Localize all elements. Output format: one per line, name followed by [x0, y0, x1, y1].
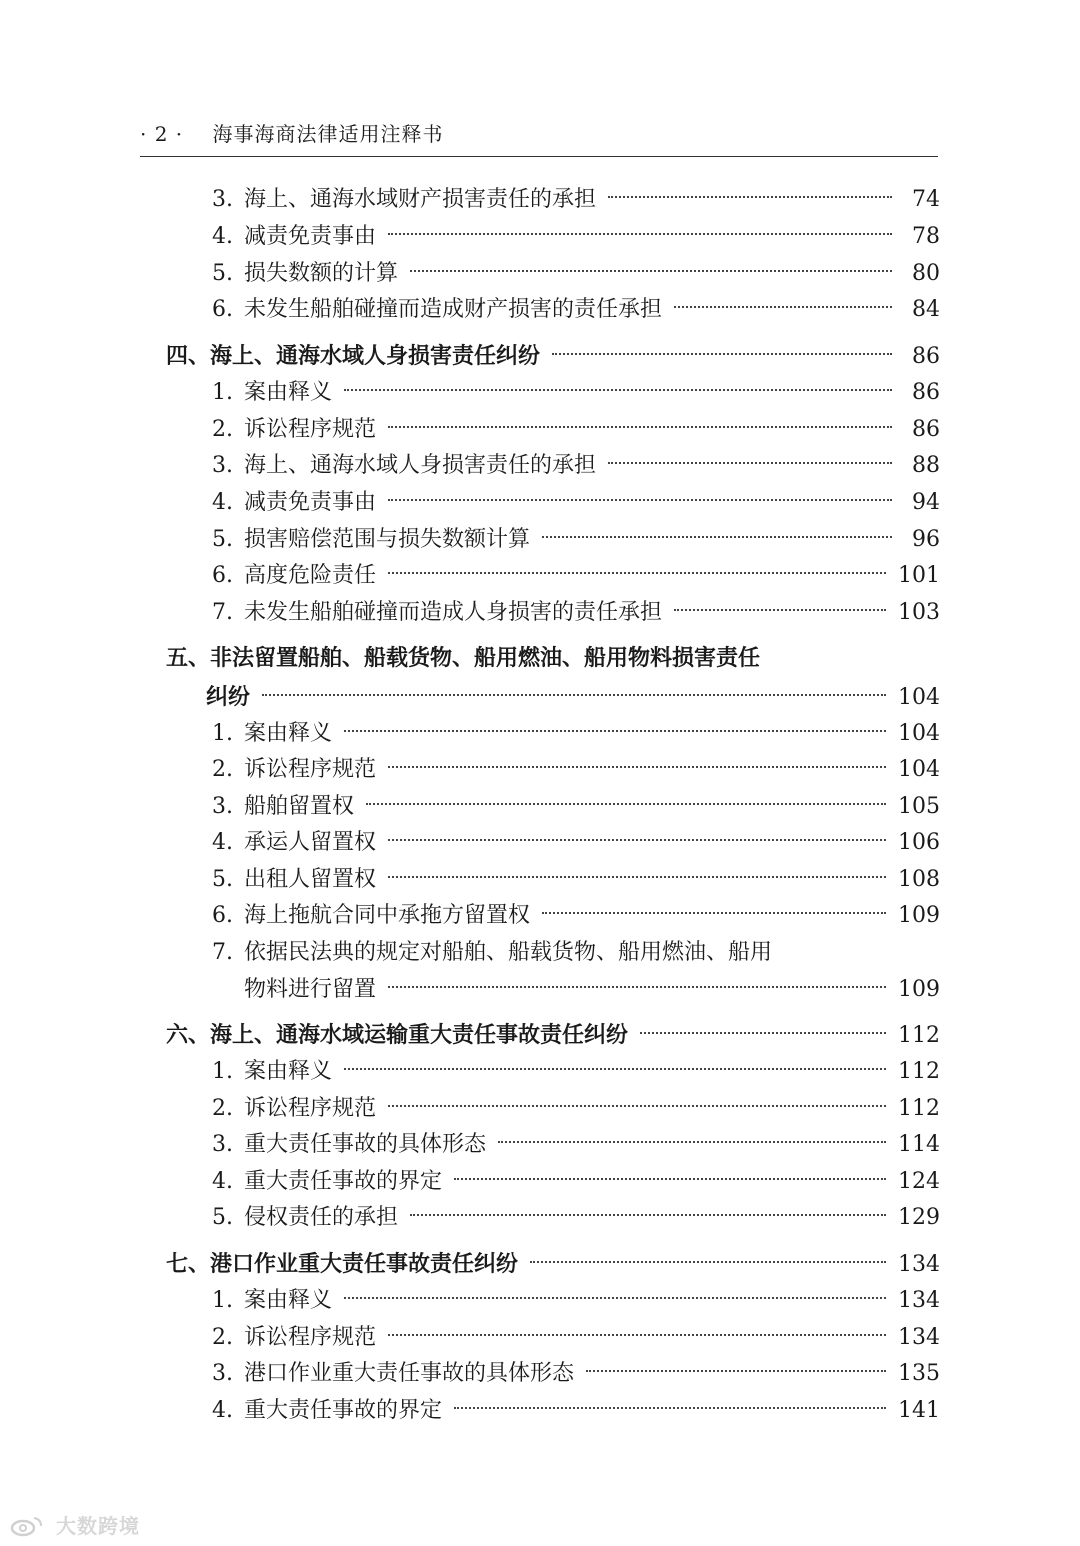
toc-entry[interactable]	[212, 1395, 940, 1427]
entry-page: 84	[912, 297, 940, 322]
dot-leader	[344, 730, 886, 732]
entry-title: 损失数额的计算	[244, 261, 399, 286]
toc-entry[interactable]	[212, 900, 940, 932]
entry-page: 114	[898, 1132, 940, 1157]
toc-entry[interactable]	[212, 414, 940, 446]
toc-entry[interactable]	[212, 937, 940, 969]
toc-entry[interactable]	[212, 258, 940, 290]
dot-leader	[586, 1370, 886, 1372]
entry-page: 109	[898, 977, 940, 1002]
dot-leader	[388, 876, 886, 878]
entry-page: 74	[912, 187, 940, 212]
entry-number: 3.	[212, 187, 233, 212]
entry-number: 4.	[212, 490, 233, 515]
entry-number: 3.	[212, 1361, 233, 1386]
entry-page: 109	[898, 903, 940, 928]
dot-leader	[388, 1334, 886, 1336]
entry-number: 4.	[212, 1398, 233, 1423]
dot-leader	[388, 986, 886, 988]
dot-leader	[344, 1068, 886, 1070]
dot-leader	[366, 803, 886, 805]
toc-entry[interactable]	[212, 864, 940, 896]
entry-number: 2.	[212, 417, 233, 442]
entry-title: 诉讼程序规范	[244, 417, 377, 442]
dot-leader	[388, 499, 892, 501]
entry-number: 6.	[212, 563, 233, 588]
dot-leader	[542, 536, 892, 538]
entry-title: 案由释义	[244, 1059, 333, 1084]
entry-title: 未发生船舶碰撞而造成财产损害的责任承担	[244, 297, 663, 322]
dot-leader	[552, 353, 892, 355]
dot-leader	[388, 839, 886, 841]
entry-title-line2: 物料进行留置	[244, 977, 377, 1002]
entry-page: 112	[898, 1059, 940, 1084]
entry-page: 134	[898, 1325, 940, 1350]
entry-number: 2.	[212, 1325, 233, 1350]
dot-leader	[388, 233, 892, 235]
entry-page: 108	[898, 867, 940, 892]
entry-page: 106	[898, 830, 940, 855]
entry-page: 86	[912, 380, 940, 405]
entry-title: 诉讼程序规范	[244, 1325, 377, 1350]
header-rule	[140, 156, 938, 157]
toc-entry[interactable]	[212, 1129, 940, 1161]
entry-title: 损害赔偿范围与损失数额计算	[244, 527, 531, 552]
toc-entry[interactable]	[212, 524, 940, 556]
entry-number: 3.	[212, 453, 233, 478]
toc-entry[interactable]	[212, 597, 940, 629]
entry-page: 96	[912, 527, 940, 552]
entry-title: 侵权责任的承担	[244, 1205, 399, 1230]
entry-page: 101	[898, 563, 940, 588]
section-page: 86	[912, 344, 940, 369]
entry-title: 高度危险责任	[244, 563, 377, 588]
dot-leader	[454, 1178, 886, 1180]
entry-title: 未发生船舶碰撞而造成人身损害的责任承担	[244, 600, 663, 625]
dot-leader	[498, 1141, 886, 1143]
dot-leader	[344, 389, 892, 391]
section-title-line2: 纠纷	[206, 684, 251, 710]
section-title: 五、非法留置船舶、船载货物、船用燃油、船用物料损害责任	[166, 645, 761, 671]
entry-number: 5.	[212, 527, 233, 552]
entry-title: 重大责任事故的界定	[244, 1169, 443, 1194]
entry-page: 134	[898, 1288, 940, 1313]
entry-title: 案由释义	[244, 721, 333, 746]
toc-entry[interactable]	[212, 560, 940, 592]
entry-page: 135	[898, 1361, 940, 1386]
entry-page: 129	[898, 1205, 940, 1230]
entry-page: 78	[912, 224, 940, 249]
dot-leader	[640, 1032, 886, 1034]
toc-entry[interactable]	[212, 1322, 940, 1354]
entry-title: 减责免责事由	[244, 490, 377, 515]
entry-number: 4.	[212, 830, 233, 855]
dot-leader	[388, 1105, 886, 1107]
entry-number: 5.	[212, 1205, 233, 1230]
toc-section[interactable]	[166, 340, 940, 372]
dot-leader	[388, 426, 892, 428]
toc-section[interactable]	[166, 1248, 940, 1280]
entry-page: 103	[898, 600, 940, 625]
toc-entry[interactable]	[212, 450, 940, 482]
dot-leader	[344, 1297, 886, 1299]
entry-number: 7.	[212, 940, 233, 965]
entry-number: 7.	[212, 600, 233, 625]
toc-entry[interactable]	[212, 1093, 940, 1125]
entry-number: 2.	[212, 1096, 233, 1121]
dot-leader	[608, 196, 892, 198]
toc-entry[interactable]	[212, 377, 940, 409]
weibo-logo-icon	[10, 1515, 44, 1537]
entry-title: 承运人留置权	[244, 830, 377, 855]
entry-title: 诉讼程序规范	[244, 757, 377, 782]
toc-entry[interactable]	[212, 718, 940, 750]
toc-entry[interactable]	[212, 1166, 940, 1198]
toc-entry[interactable]	[212, 1202, 940, 1234]
watermark-text: 大数跨境	[55, 1514, 140, 1538]
section-page: 112	[898, 1023, 940, 1048]
entry-number: 1.	[212, 1059, 233, 1084]
entry-page: 104	[898, 721, 940, 746]
header-page-number: · 2 ·	[140, 122, 184, 146]
toc-entry[interactable]	[212, 827, 940, 859]
section-page: 134	[898, 1252, 940, 1277]
entry-title: 诉讼程序规范	[244, 1096, 377, 1121]
entry-number: 4.	[212, 224, 233, 249]
watermark	[10, 1510, 140, 1539]
dot-leader	[674, 609, 886, 611]
toc-entry[interactable]	[212, 184, 940, 216]
entry-title: 海上、通海水域人身损害责任的承担	[244, 453, 597, 478]
dot-leader	[410, 270, 892, 272]
entry-title: 海上拖航合同中承拖方留置权	[244, 903, 531, 928]
dot-leader	[454, 1407, 886, 1409]
entry-page: 94	[912, 490, 940, 515]
entry-page: 124	[898, 1169, 940, 1194]
entry-number: 3.	[212, 794, 233, 819]
entry-number: 3.	[212, 1132, 233, 1157]
dot-leader	[530, 1261, 886, 1263]
entry-number: 1.	[212, 721, 233, 746]
dot-leader	[388, 766, 886, 768]
entry-title: 港口作业重大责任事故的具体形态	[244, 1361, 575, 1386]
entry-number: 1.	[212, 1288, 233, 1313]
toc-entry[interactable]	[212, 294, 940, 326]
section-title: 七、港口作业重大责任事故责任纠纷	[166, 1251, 519, 1277]
entry-title: 案由释义	[244, 380, 333, 405]
toc-entry[interactable]	[212, 1056, 940, 1088]
toc-section-continuation[interactable]	[206, 681, 940, 713]
entry-title: 减责免责事由	[244, 224, 377, 249]
toc-section[interactable]	[166, 642, 940, 674]
entry-page: 141	[898, 1398, 940, 1423]
entry-title: 出租人留置权	[244, 867, 377, 892]
entry-title: 重大责任事故的界定	[244, 1398, 443, 1423]
entry-page: 104	[898, 757, 940, 782]
toc-entry[interactable]	[212, 221, 940, 253]
entry-title: 海上、通海水域财产损害责任的承担	[244, 187, 597, 212]
section-page: 104	[898, 685, 940, 710]
dot-leader	[410, 1214, 886, 1216]
dot-leader	[608, 462, 892, 464]
toc-entry[interactable]	[212, 1358, 940, 1390]
dot-leader	[674, 306, 892, 308]
entry-page: 80	[912, 261, 940, 286]
section-title: 四、海上、通海水域人身损害责任纠纷	[166, 343, 541, 369]
entry-title: 船舶留置权	[244, 794, 355, 819]
dot-leader	[542, 912, 886, 914]
dot-leader	[262, 694, 886, 696]
entry-page: 86	[912, 417, 940, 442]
entry-title: 依据民法典的规定对船舶、船载货物、船用燃油、船用	[244, 940, 773, 965]
toc-entry[interactable]	[212, 487, 940, 519]
entry-number: 5.	[212, 867, 233, 892]
toc-entry[interactable]	[212, 791, 940, 823]
entry-number: 4.	[212, 1169, 233, 1194]
header-book-title: 海事海商法律适用注释书	[212, 122, 444, 146]
toc-entry-continuation[interactable]	[244, 974, 940, 1006]
entry-title: 案由释义	[244, 1288, 333, 1313]
entry-number: 6.	[212, 903, 233, 928]
entry-number: 6.	[212, 297, 233, 322]
entry-number: 1.	[212, 380, 233, 405]
toc-entry[interactable]	[212, 1285, 940, 1317]
entry-page: 88	[912, 453, 940, 478]
running-header	[140, 118, 938, 147]
entry-page: 105	[898, 794, 940, 819]
entry-page: 112	[898, 1096, 940, 1121]
entry-title: 重大责任事故的具体形态	[244, 1132, 487, 1157]
toc-section[interactable]	[166, 1019, 940, 1051]
entry-number: 5.	[212, 261, 233, 286]
entry-number: 2.	[212, 757, 233, 782]
toc-entry[interactable]	[212, 754, 940, 786]
dot-leader	[388, 572, 886, 574]
section-title: 六、海上、通海水域运输重大责任事故责任纠纷	[166, 1022, 629, 1048]
